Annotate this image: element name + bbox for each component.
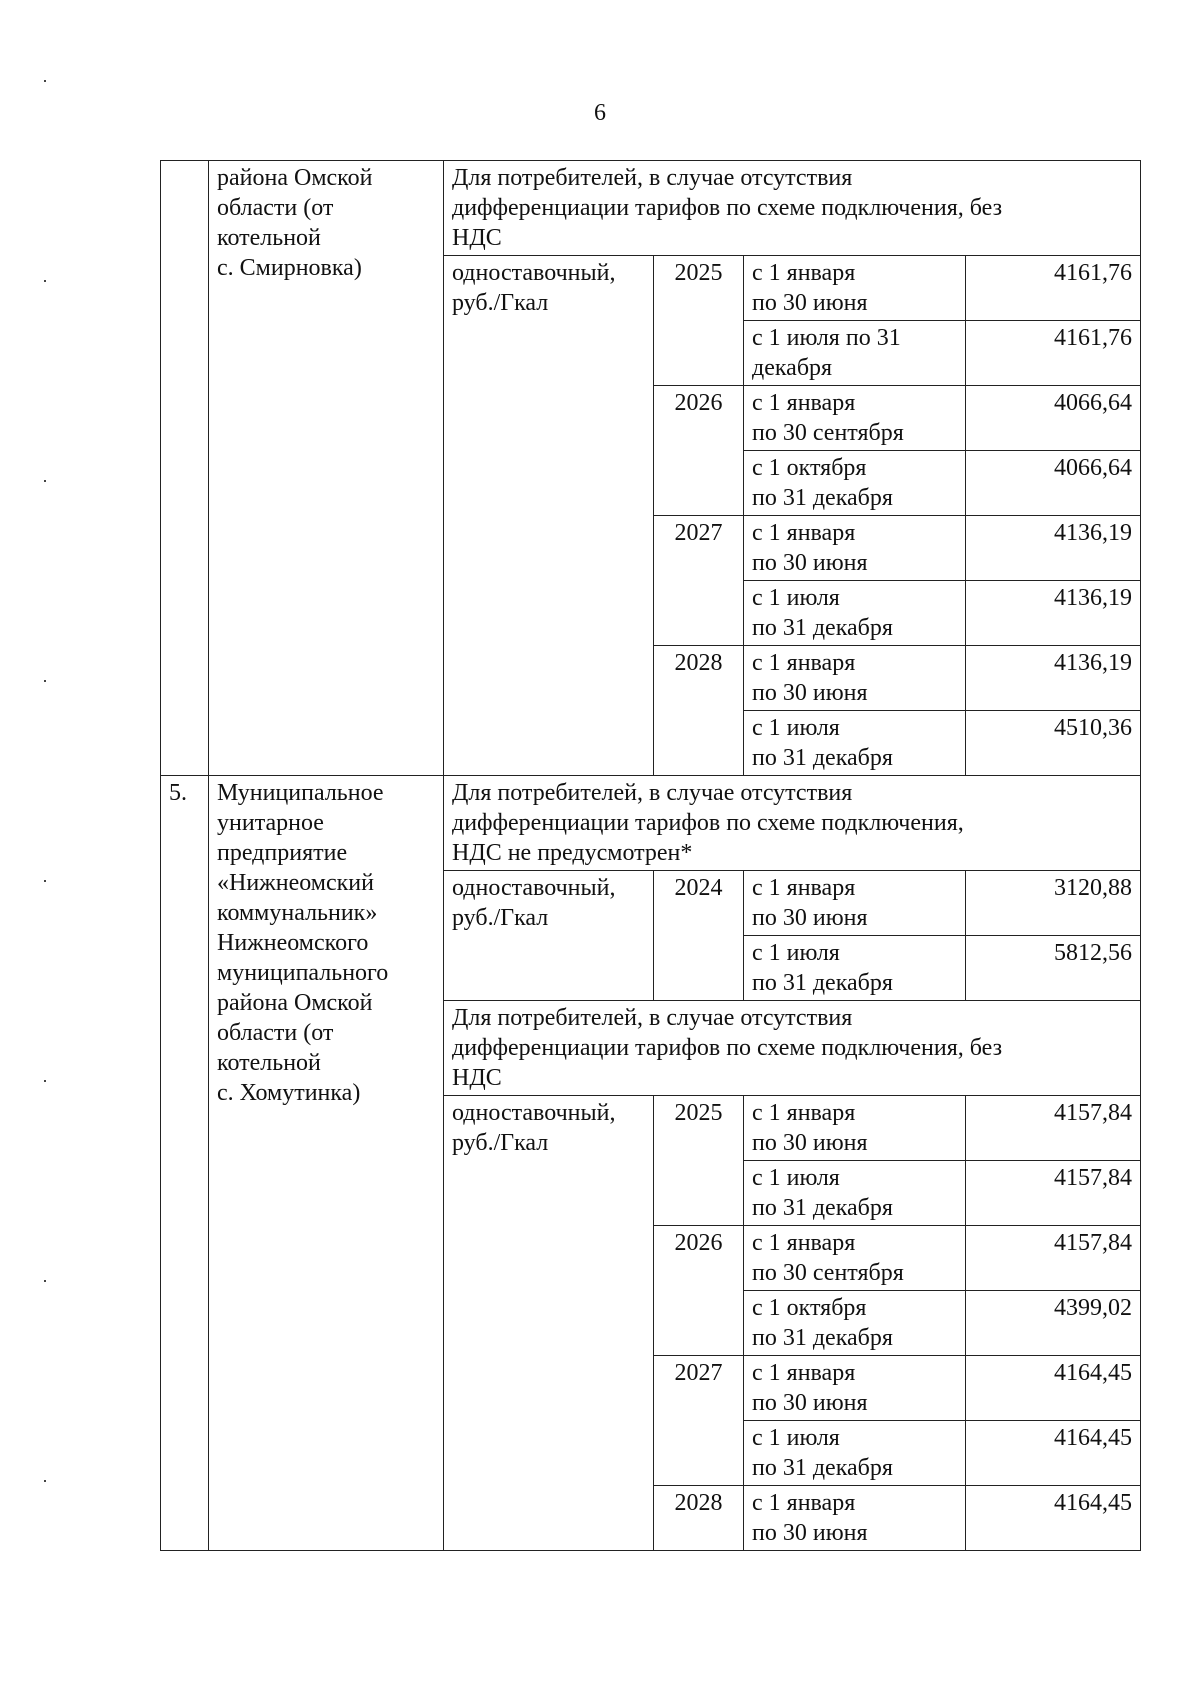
text-line: района Омской	[217, 990, 373, 1016]
text-line: НДС	[452, 1065, 502, 1091]
text-line: по 31 декабря	[752, 615, 893, 641]
text-line: Нижнеомского	[217, 930, 369, 956]
rate-type-cell	[444, 871, 654, 1001]
tariff-value: 4136,19	[966, 516, 1141, 581]
text-line: Для потребителей, в случае отсутствия	[452, 780, 853, 806]
text-line: с 1 июля	[752, 940, 840, 966]
tariff-table-body	[161, 161, 1141, 1551]
period-cell	[744, 646, 966, 711]
text-line: с. Смирновка)	[217, 255, 362, 281]
year-cell: 2025	[654, 256, 744, 386]
text-line: с 1 октября	[752, 455, 867, 481]
text-line: по 31 декабря	[752, 745, 893, 771]
tariff-value: 3120,88	[966, 871, 1141, 936]
text-line: «Нижнеомский	[217, 870, 374, 896]
text-line: НДС не предусмотрен*	[452, 840, 693, 866]
rate-type-cell	[444, 256, 654, 776]
tariff-value: 4164,45	[966, 1356, 1141, 1421]
year-cell: 2026	[654, 386, 744, 516]
period-cell	[744, 1421, 966, 1486]
period-cell	[744, 1291, 966, 1356]
text-line: по 30 сентября	[752, 1260, 904, 1286]
period-cell	[744, 936, 966, 1001]
scan-margin-dot	[44, 480, 46, 482]
text-line: по 31 декабря	[752, 1195, 893, 1221]
text-line: с 1 января	[752, 650, 856, 676]
text-line: по 30 июня	[752, 1130, 868, 1156]
period-cell	[744, 1161, 966, 1226]
text-line: котельной	[217, 1050, 321, 1076]
scan-margin-dot	[44, 280, 46, 282]
text-line: по 30 июня	[752, 550, 868, 576]
page-number: 6	[594, 100, 606, 126]
text-line: с. Хомутинка)	[217, 1080, 361, 1106]
text-line: с 1 января	[752, 1360, 856, 1386]
tariff-value: 4399,02	[966, 1291, 1141, 1356]
text-line: по 30 июня	[752, 290, 868, 316]
text-line: предприятие	[217, 840, 348, 866]
year-cell: 2028	[654, 646, 744, 776]
tariff-value: 4157,84	[966, 1096, 1141, 1161]
year-cell: 2026	[654, 1226, 744, 1356]
text-line: Для потребителей, в случае отсутствия	[452, 165, 853, 191]
text-line: с 1 июля по 31	[752, 325, 901, 351]
text-line: области (от	[217, 1020, 334, 1046]
year-cell: 2024	[654, 871, 744, 1001]
text-line: области (от	[217, 195, 334, 221]
text-line: с 1 октября	[752, 1295, 867, 1321]
consumer-group-heading	[444, 776, 1141, 871]
text-line: с 1 июля	[752, 1165, 840, 1191]
scan-margin-dot	[44, 880, 46, 882]
text-line: района Омской	[217, 165, 373, 191]
organization-name	[209, 776, 444, 1551]
text-line: по 30 июня	[752, 905, 868, 931]
text-line: по 30 сентября	[752, 420, 904, 446]
text-line: по 31 декабря	[752, 970, 893, 996]
text-line: с 1 января	[752, 1490, 856, 1516]
text-line: Муниципальное	[217, 780, 384, 806]
tariff-value: 4161,76	[966, 321, 1141, 386]
text-line: по 30 июня	[752, 1390, 868, 1416]
text-line: котельной	[217, 225, 321, 251]
tariff-value: 4136,19	[966, 646, 1141, 711]
period-cell	[744, 321, 966, 386]
tariff-value: 4164,45	[966, 1486, 1141, 1551]
consumer-group-heading	[444, 1001, 1141, 1096]
text-line: одноставочный,	[452, 875, 616, 901]
year-cell: 2028	[654, 1486, 744, 1551]
group-heading-row	[161, 161, 1141, 256]
text-line: руб./Гкал	[452, 290, 549, 316]
text-line: дифференциации тарифов по схеме подключения, без	[452, 1035, 1003, 1061]
year-cell: 2027	[654, 516, 744, 646]
text-line: дифференциации тарифов по схеме подключения,	[452, 810, 964, 836]
consumer-group-heading	[444, 161, 1141, 256]
text-line: с 1 января	[752, 390, 856, 416]
text-line: одноставочный,	[452, 1100, 616, 1126]
text-line: с 1 января	[752, 520, 856, 546]
tariff-value: 4157,84	[966, 1161, 1141, 1226]
period-cell	[744, 711, 966, 776]
text-line: с 1 июля	[752, 715, 840, 741]
tariff-value: 4510,36	[966, 711, 1141, 776]
period-cell	[744, 581, 966, 646]
text-line: Для потребителей, в случае отсутствия	[452, 1005, 853, 1031]
tariff-value: 4157,84	[966, 1226, 1141, 1291]
group-heading-row	[161, 776, 1141, 871]
text-line: с 1 января	[752, 875, 856, 901]
text-line: муниципального	[217, 960, 389, 986]
text-line: с 1 января	[752, 260, 856, 286]
tariff-value: 4066,64	[966, 386, 1141, 451]
entry-number-cell	[161, 161, 209, 776]
scan-margin-dot	[44, 1280, 46, 1282]
text-line: дифференциации тарифов по схеме подключения, без	[452, 195, 1003, 221]
rate-type-cell	[444, 1096, 654, 1551]
text-line: по 31 декабря	[752, 1455, 893, 1481]
tariff-value: 4136,19	[966, 581, 1141, 646]
text-line: с 1 июля	[752, 1425, 840, 1451]
scan-margin-dot	[44, 1080, 46, 1082]
scan-margin-dot	[44, 1480, 46, 1482]
text-line: руб./Гкал	[452, 905, 549, 931]
text-line: с 1 января	[752, 1100, 856, 1126]
tariff-value: 4164,45	[966, 1421, 1141, 1486]
period-cell	[744, 386, 966, 451]
text-line: унитарное	[217, 810, 324, 836]
text-line: по 31 декабря	[752, 1325, 893, 1351]
text-line: по 31 декабря	[752, 485, 893, 511]
text-line: с 1 июля	[752, 585, 840, 611]
tariff-table	[160, 160, 1141, 1551]
period-cell	[744, 256, 966, 321]
period-cell	[744, 871, 966, 936]
text-line: с 1 января	[752, 1230, 856, 1256]
period-cell	[744, 1226, 966, 1291]
tariff-value: 5812,56	[966, 936, 1141, 1001]
period-cell	[744, 1356, 966, 1421]
entry-number-cell: 5.	[161, 776, 209, 1551]
year-cell: 2027	[654, 1356, 744, 1486]
tariff-value: 4161,76	[966, 256, 1141, 321]
scan-margin-dot	[44, 680, 46, 682]
period-cell	[744, 1486, 966, 1551]
period-cell	[744, 516, 966, 581]
text-line: по 30 июня	[752, 1520, 868, 1546]
text-line: одноставочный,	[452, 260, 616, 286]
tariff-value: 4066,64	[966, 451, 1141, 516]
period-cell	[744, 451, 966, 516]
text-line: НДС	[452, 225, 502, 251]
scan-margin-dot	[44, 80, 46, 82]
text-line: декабря	[752, 355, 833, 381]
organization-name	[209, 161, 444, 776]
text-line: коммунальник»	[217, 900, 378, 926]
year-cell: 2025	[654, 1096, 744, 1226]
text-line: руб./Гкал	[452, 1130, 549, 1156]
text-line: по 30 июня	[752, 680, 868, 706]
period-cell	[744, 1096, 966, 1161]
